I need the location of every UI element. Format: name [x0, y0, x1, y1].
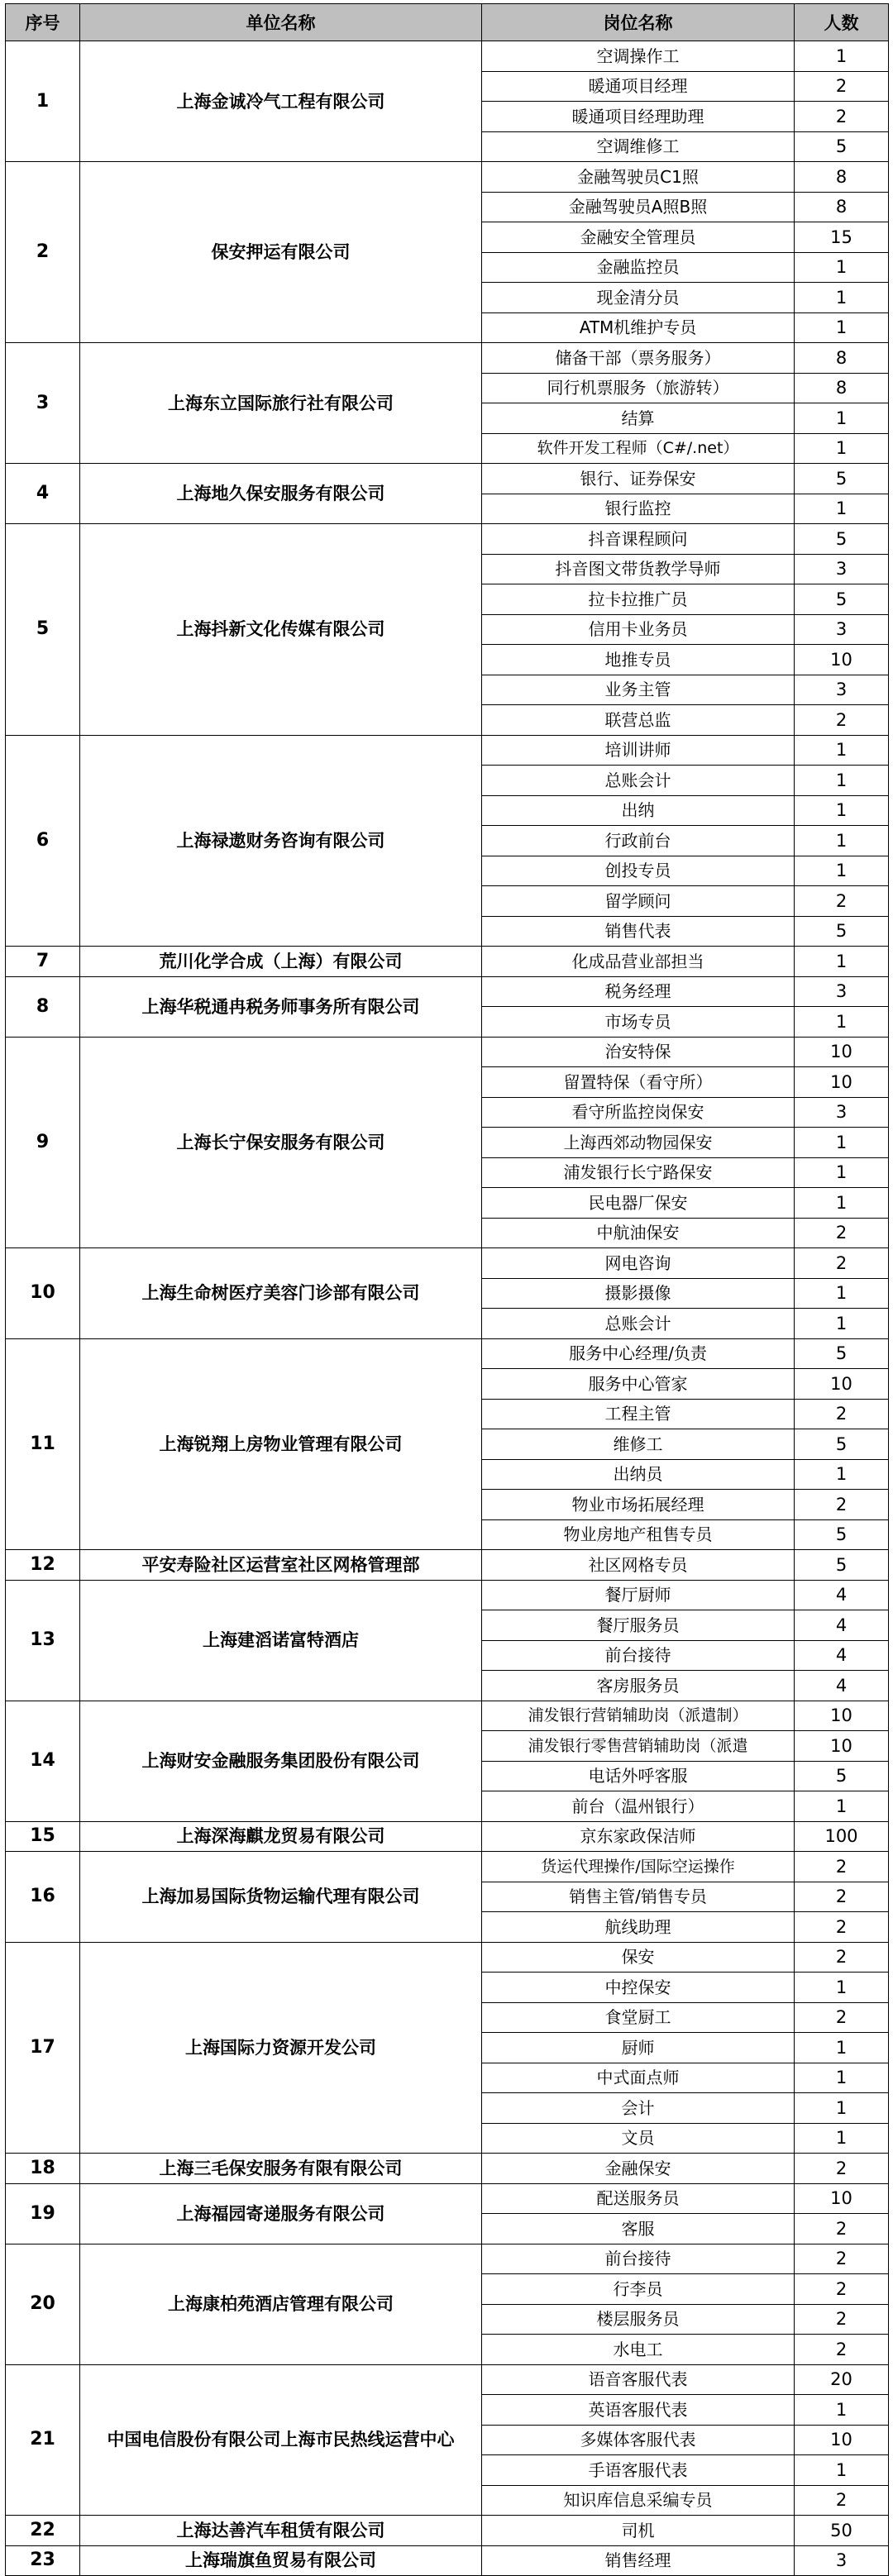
count-cell: 5 [795, 1761, 889, 1791]
unit-name-cell: 上海深海麒龙贸易有限公司 [80, 1821, 482, 1852]
table-row [6, 1580, 889, 1610]
unit-name-cell: 上海国际力资源开发公司 [80, 1942, 482, 2154]
count-cell: 1 [795, 1157, 889, 1188]
unit-name-cell: 保安押运有限公司 [80, 162, 482, 343]
table-row [6, 976, 889, 1007]
unit-name-cell: 上海福园寄递服务有限公司 [80, 2183, 482, 2244]
count-cell: 10 [795, 2425, 889, 2455]
count-cell: 8 [795, 373, 889, 403]
header-count: 人数 [795, 4, 889, 41]
count-cell: 2 [795, 886, 889, 917]
position-cell: 楼层服务员 [482, 2304, 795, 2335]
table-row [6, 1248, 889, 1279]
position-cell: 市场专员 [482, 1007, 795, 1038]
count-cell: 1 [795, 283, 889, 313]
position-cell: 看守所监控岗保安 [482, 1097, 795, 1128]
position-cell: 留置特保（看守所） [482, 1067, 795, 1098]
table-row [6, 343, 889, 374]
count-cell: 1 [795, 252, 889, 283]
unit-name-cell: 上海瑞旗鱼贸易有限公司 [80, 2545, 482, 2576]
count-cell: 1 [795, 947, 889, 977]
count-cell: 5 [795, 1429, 889, 1460]
seq-cell: 14 [6, 1701, 80, 1821]
table-row [6, 2154, 889, 2184]
seq-cell: 9 [6, 1037, 80, 1248]
count-cell: 2 [795, 705, 889, 736]
position-cell: 总账会计 [482, 1309, 795, 1339]
count-cell: 1 [795, 1309, 889, 1339]
position-cell: 创投专员 [482, 856, 795, 886]
seq-cell: 19 [6, 2183, 80, 2244]
position-cell: 业务主管 [482, 675, 795, 705]
count-cell: 5 [795, 524, 889, 555]
count-cell: 3 [795, 2545, 889, 2576]
position-cell: 银行、证券保安 [482, 464, 795, 494]
job-table [5, 3, 889, 2576]
count-cell: 5 [795, 131, 889, 162]
position-cell: 现金清分员 [482, 283, 795, 313]
unit-name-cell: 上海长宁保安服务有限公司 [80, 1037, 482, 1248]
position-cell: 储备干部（票务服务） [482, 343, 795, 374]
count-cell: 10 [795, 1701, 889, 1731]
header-row [6, 4, 889, 41]
seq-cell: 6 [6, 735, 80, 947]
table-row [6, 1821, 889, 1852]
count-cell: 2 [795, 2002, 889, 2033]
position-cell: 培训讲师 [482, 735, 795, 766]
position-cell: 空调操作工 [482, 41, 795, 72]
unit-name-cell: 上海达善汽车租赁有限公司 [80, 2516, 482, 2546]
position-cell: 多媒体客服代表 [482, 2425, 795, 2455]
count-cell: 10 [795, 645, 889, 675]
position-cell: 会计 [482, 2093, 795, 2124]
unit-name-cell: 上海抖新文化传媒有限公司 [80, 524, 482, 736]
count-cell: 1 [795, 766, 889, 796]
count-cell: 2 [795, 2485, 889, 2516]
count-cell: 2 [795, 2304, 889, 2335]
table-row [6, 2244, 889, 2274]
position-cell: 治安特保 [482, 1037, 795, 1067]
seq-cell: 20 [6, 2244, 80, 2364]
table-body [6, 41, 889, 2576]
unit-name-cell: 上海禄遨财务咨询有限公司 [80, 735, 482, 947]
count-cell: 1 [795, 1188, 889, 1219]
position-cell: 空调维修工 [482, 131, 795, 162]
count-cell: 4 [795, 1580, 889, 1610]
header-seq: 序号 [6, 4, 80, 41]
count-cell: 1 [795, 856, 889, 886]
header-position: 岗位名称 [482, 4, 795, 41]
count-cell: 2 [795, 2154, 889, 2184]
table-row [6, 1338, 889, 1369]
count-cell: 1 [795, 1128, 889, 1158]
count-cell: 1 [795, 735, 889, 766]
position-cell: 物业房地产租售专员 [482, 1519, 795, 1550]
seq-cell: 22 [6, 2516, 80, 2546]
position-cell: 民电器厂保安 [482, 1188, 795, 1219]
seq-cell: 11 [6, 1338, 80, 1550]
position-cell: 浦发银行营销辅助岗（派遣制） [482, 1701, 795, 1731]
count-cell: 8 [795, 343, 889, 374]
position-cell: 销售主管/销售专员 [482, 1882, 795, 1912]
table-row [6, 947, 889, 977]
position-cell: 中式面点师 [482, 2063, 795, 2093]
position-cell: 行李员 [482, 2274, 795, 2305]
table-row [6, 2516, 889, 2546]
seq-cell: 2 [6, 162, 80, 343]
table-row [6, 2364, 889, 2395]
unit-name-cell: 上海康柏苑酒店管理有限公司 [80, 2244, 482, 2364]
count-cell: 1 [795, 826, 889, 856]
count-cell: 1 [795, 2093, 889, 2124]
count-cell: 2 [795, 1218, 889, 1248]
count-cell: 2 [795, 1490, 889, 1520]
count-cell: 1 [795, 41, 889, 72]
count-cell: 2 [795, 1912, 889, 1943]
position-cell: 抖音课程顾问 [482, 524, 795, 555]
seq-cell: 10 [6, 1248, 80, 1339]
count-cell: 1 [795, 1278, 889, 1309]
position-cell: 中控保安 [482, 1973, 795, 2003]
position-cell: 保安 [482, 1942, 795, 1973]
count-cell: 5 [795, 916, 889, 947]
count-cell: 1 [795, 494, 889, 524]
position-cell: 摄影摄像 [482, 1278, 795, 1309]
unit-name-cell: 上海三毛保安服务有限有限公司 [80, 2154, 482, 2184]
position-cell: 食堂厨工 [482, 2002, 795, 2033]
count-cell: 2 [795, 2244, 889, 2274]
count-cell: 2 [795, 1852, 889, 1882]
count-cell: 2 [795, 1942, 889, 1973]
count-cell: 2 [795, 2214, 889, 2244]
position-cell: 知识库信息采编专员 [482, 2485, 795, 2516]
table-row [6, 524, 889, 555]
unit-name-cell: 上海建滔诺富特酒店 [80, 1580, 482, 1701]
position-cell: 工程主管 [482, 1399, 795, 1429]
count-cell: 10 [795, 1067, 889, 1098]
count-cell: 2 [795, 1248, 889, 1279]
seq-cell: 3 [6, 343, 80, 464]
unit-name-cell: 上海锐翔上房物业管理有限公司 [80, 1338, 482, 1550]
position-cell: 航线助理 [482, 1912, 795, 1943]
position-cell: 浦发银行零售营销辅助岗（派遣 [482, 1731, 795, 1762]
count-cell: 3 [795, 976, 889, 1007]
count-cell: 1 [795, 2123, 889, 2154]
position-cell: 服务中心管家 [482, 1369, 795, 1400]
position-cell: 网电咨询 [482, 1248, 795, 1279]
position-cell: 水电工 [482, 2335, 795, 2365]
position-cell: 前台接待 [482, 1640, 795, 1671]
seq-cell: 4 [6, 464, 80, 524]
count-cell: 5 [795, 1550, 889, 1581]
position-cell: ATM机维护专员 [482, 312, 795, 343]
seq-cell: 18 [6, 2154, 80, 2184]
position-cell: 销售代表 [482, 916, 795, 947]
position-cell: 客房服务员 [482, 1671, 795, 1701]
position-cell: 联营总监 [482, 705, 795, 736]
position-cell: 前台接待 [482, 2244, 795, 2274]
count-cell: 1 [795, 1791, 889, 1822]
count-cell: 1 [795, 433, 889, 464]
position-cell: 餐厅厨师 [482, 1580, 795, 1610]
count-cell: 10 [795, 1731, 889, 1762]
position-cell: 地推专员 [482, 645, 795, 675]
seq-cell: 16 [6, 1852, 80, 1943]
position-cell: 英语客服代表 [482, 2395, 795, 2426]
position-cell: 税务经理 [482, 976, 795, 1007]
table-row [6, 464, 889, 494]
position-cell: 社区网格专员 [482, 1550, 795, 1581]
position-cell: 浦发银行长宁路保安 [482, 1157, 795, 1188]
count-cell: 3 [795, 614, 889, 645]
unit-name-cell: 荒川化学合成（上海）有限公司 [80, 947, 482, 977]
count-cell: 5 [795, 1519, 889, 1550]
position-cell: 出纳 [482, 795, 795, 826]
position-cell: 化成品营业部担当 [482, 947, 795, 977]
position-cell: 语音客服代表 [482, 2364, 795, 2395]
seq-cell: 1 [6, 41, 80, 162]
count-cell: 1 [795, 2395, 889, 2426]
count-cell: 5 [795, 584, 889, 615]
unit-name-cell: 上海财安金融服务集团股份有限公司 [80, 1701, 482, 1821]
count-cell: 4 [795, 1640, 889, 1671]
count-cell: 2 [795, 1399, 889, 1429]
position-cell: 货运代理操作/国际空运操作 [482, 1852, 795, 1882]
table-row [6, 1852, 889, 1882]
count-cell: 4 [795, 1610, 889, 1641]
count-cell: 3 [795, 554, 889, 584]
position-cell: 物业市场拓展经理 [482, 1490, 795, 1520]
count-cell: 15 [795, 222, 889, 253]
position-cell: 金融保安 [482, 2154, 795, 2184]
count-cell: 1 [795, 312, 889, 343]
count-cell: 2 [795, 2274, 889, 2305]
seq-cell: 21 [6, 2364, 80, 2516]
seq-cell: 12 [6, 1550, 80, 1581]
position-cell: 暖通项目经理 [482, 71, 795, 102]
count-cell: 10 [795, 2183, 889, 2214]
count-cell: 4 [795, 1671, 889, 1701]
position-cell: 留学顾问 [482, 886, 795, 917]
table-row [6, 2545, 889, 2576]
count-cell: 5 [795, 464, 889, 494]
count-cell: 10 [795, 1369, 889, 1400]
position-cell: 银行监控 [482, 494, 795, 524]
count-cell: 1 [795, 795, 889, 826]
position-cell: 行政前台 [482, 826, 795, 856]
position-cell: 京东家政保洁师 [482, 1821, 795, 1852]
header-unit: 单位名称 [80, 4, 482, 41]
unit-name-cell: 上海加易国际货物运输代理有限公司 [80, 1852, 482, 1943]
count-cell: 1 [795, 2033, 889, 2063]
count-cell: 100 [795, 1821, 889, 1852]
position-cell: 金融驾驶员C1照 [482, 162, 795, 193]
count-cell: 20 [795, 2364, 889, 2395]
table-row [6, 41, 889, 72]
position-cell: 金融监控员 [482, 252, 795, 283]
table-row [6, 1942, 889, 1973]
position-cell: 抖音图文带货教学导师 [482, 554, 795, 584]
position-cell: 司机 [482, 2516, 795, 2546]
count-cell: 8 [795, 192, 889, 222]
table-row [6, 2183, 889, 2214]
position-cell: 手语客服代表 [482, 2455, 795, 2486]
count-cell: 1 [795, 2063, 889, 2093]
count-cell: 2 [795, 102, 889, 132]
position-cell: 拉卡拉推广员 [482, 584, 795, 615]
table-row [6, 735, 889, 766]
position-cell: 同行机票服务（旅游转） [482, 373, 795, 403]
position-cell: 金融驾驶员A照B照 [482, 192, 795, 222]
count-cell: 1 [795, 1973, 889, 2003]
unit-name-cell: 上海华税通冉税务师事务所有限公司 [80, 976, 482, 1037]
position-cell: 电话外呼客服 [482, 1761, 795, 1791]
unit-name-cell: 上海生命树医疗美容门诊部有限公司 [80, 1248, 482, 1339]
position-cell: 前台（温州银行） [482, 1791, 795, 1822]
count-cell: 50 [795, 2516, 889, 2546]
count-cell: 5 [795, 1338, 889, 1369]
unit-name-cell: 上海地久保安服务有限公司 [80, 464, 482, 524]
table-row [6, 162, 889, 193]
count-cell: 3 [795, 1097, 889, 1128]
table-row [6, 1701, 889, 1731]
count-cell: 2 [795, 71, 889, 102]
count-cell: 1 [795, 403, 889, 434]
position-cell: 厨师 [482, 2033, 795, 2063]
table-row [6, 1550, 889, 1581]
unit-name-cell: 上海东立国际旅行社有限公司 [80, 343, 482, 464]
table-row [6, 1037, 889, 1067]
seq-cell: 15 [6, 1821, 80, 1852]
position-cell: 销售经理 [482, 2545, 795, 2576]
position-cell: 软件开发工程师（C#/.net） [482, 433, 795, 464]
unit-name-cell: 上海金诚冷气工程有限公司 [80, 41, 482, 162]
position-cell: 暖通项目经理助理 [482, 102, 795, 132]
position-cell: 客服 [482, 2214, 795, 2244]
unit-name-cell: 平安寿险社区运营室社区网格管理部 [80, 1550, 482, 1581]
count-cell: 10 [795, 1037, 889, 1067]
position-cell: 信用卡业务员 [482, 614, 795, 645]
position-cell: 总账会计 [482, 766, 795, 796]
seq-cell: 8 [6, 976, 80, 1037]
position-cell: 金融安全管理员 [482, 222, 795, 253]
unit-name-cell: 中国电信股份有限公司上海市民热线运营中心 [80, 2364, 482, 2516]
position-cell: 中航油保安 [482, 1218, 795, 1248]
position-cell: 配送服务员 [482, 2183, 795, 2214]
count-cell: 1 [795, 1459, 889, 1490]
seq-cell: 7 [6, 947, 80, 977]
position-cell: 文员 [482, 2123, 795, 2154]
count-cell: 1 [795, 2455, 889, 2486]
count-cell: 2 [795, 2335, 889, 2365]
position-cell: 维修工 [482, 1429, 795, 1460]
position-cell: 出纳员 [482, 1459, 795, 1490]
count-cell: 8 [795, 162, 889, 193]
count-cell: 3 [795, 675, 889, 705]
seq-cell: 5 [6, 524, 80, 736]
position-cell: 上海西郊动物园保安 [482, 1128, 795, 1158]
count-cell: 2 [795, 1882, 889, 1912]
seq-cell: 13 [6, 1580, 80, 1701]
count-cell: 1 [795, 1007, 889, 1038]
seq-cell: 23 [6, 2545, 80, 2576]
position-cell: 服务中心经理/负责 [482, 1338, 795, 1369]
position-cell: 结算 [482, 403, 795, 434]
position-cell: 餐厅服务员 [482, 1610, 795, 1641]
seq-cell: 17 [6, 1942, 80, 2154]
